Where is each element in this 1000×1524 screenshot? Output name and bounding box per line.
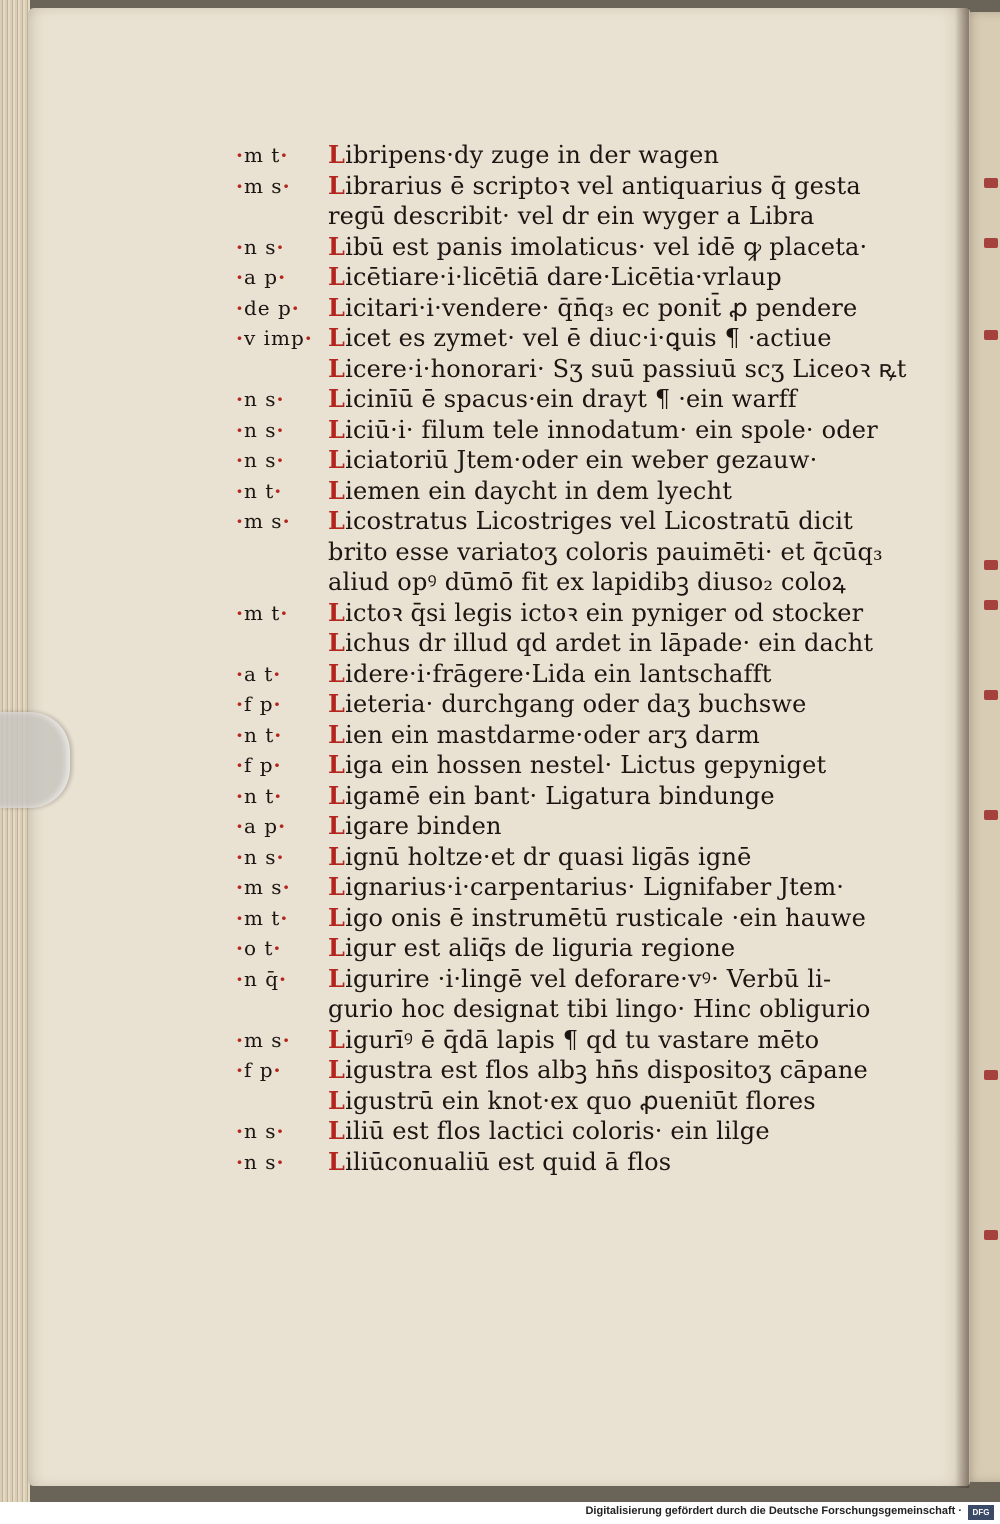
rubric-dot: · [276,234,285,259]
entry-text [328,720,760,751]
grammar-code-text: n s [243,844,277,869]
entry-body: ien ein mastdarme·oder arʒ darm [345,720,760,749]
grammar-code [236,140,326,171]
entry-text [328,384,797,415]
rubric-dot: · [282,1027,291,1052]
grammar-code [236,781,326,812]
entry-body: igur est aliq̄s de liguria regione [345,934,736,962]
entry-line [236,445,916,476]
rubric-dot: · [236,234,244,259]
rubric-dot: · [236,478,244,503]
rubric-dot: · [273,936,282,960]
entry-body: ibripens·dy zuge in der wagen [345,141,720,169]
entry-body: ichus dr illud qd ardet in lāpade· ein dacht [345,629,874,657]
grammar-code-text: m s [243,173,283,198]
entry-body: iliū est flos lactici coloris· ein lilge [345,1117,770,1145]
entry-body: igurire ·i·lingē vel deforare·vꝰ· Verbū li- [345,964,832,993]
grammar-code [236,1116,326,1147]
entry-body: ibū est panis imolaticus· vel idē ꝙ placeta· [345,232,868,261]
rubricated-initial: L [328,445,346,474]
grammar-code [236,659,326,690]
entry-text [328,476,732,507]
rubric-dot: · [236,295,244,320]
rubric-dot: · [276,844,285,869]
entry-text [328,1055,868,1086]
grammar-code-text: f p [243,1058,274,1082]
rubricated-initial: L [328,963,346,993]
rubricated-initial: L [328,353,346,383]
rubric-dot: · [236,722,244,747]
grammar-code-text: a p [243,265,279,289]
entry-body: ibrarius ē scriptoꝛ vel antiquarius q̄ gesta [345,171,861,200]
grammar-code-text: m t [243,905,281,930]
grammar-code-text: m t [243,143,281,167]
grammar-code-text: f p [243,753,274,777]
rubric-dot: · [276,448,285,472]
grammar-code [236,232,326,263]
rubric-dot: · [236,814,244,838]
grammar-code-text: m s [243,509,283,533]
rubricated-initial: L [328,1146,346,1176]
rubric-dot: · [279,966,287,991]
rubric-dot: · [280,143,289,167]
rubric-dot: · [273,661,282,686]
entry-line [236,1116,916,1147]
entry-line [236,1147,916,1178]
entry-text [328,140,719,171]
rubric-mark [984,1230,998,1240]
grammar-code-text: n s [243,1119,277,1143]
entry-body: igo onis ē instrumētū rusticale ·ein hauwe [345,903,867,932]
entry-body: ignū holtze·et dr quasi ligās ignē [345,842,752,871]
grammar-code [236,811,326,842]
entry-text [328,628,873,659]
entry-line [236,872,916,903]
entry-body: brito esse variatoʒ coloris pauimēti· et q̄cūq₃ [328,537,883,566]
grammar-code [236,262,326,293]
rubric-dot: · [236,1027,244,1052]
dictionary-text [236,140,916,1177]
rubric-dot: · [282,875,291,899]
entry-line [236,262,916,293]
entry-text [328,323,832,354]
entry-line [236,750,916,781]
rubric-dot: · [276,1119,285,1143]
rubricated-initial: L [328,506,346,535]
entry-text [328,262,782,293]
entry-line [236,293,916,324]
grammar-code-text: f p [243,692,274,716]
entry-body: iemen ein daycht in dem lyecht [345,476,733,505]
entry-line [236,415,916,446]
entry-text [328,750,826,781]
page-gutter-shadow [955,8,969,1488]
rubric-dot: · [236,173,244,198]
grammar-code-text: m s [243,875,283,899]
rubric-dot: · [236,844,244,869]
entry-line [236,842,916,873]
entry-body: icet es zymet· vel ē diuc·i·ꝗuis ¶ ·actiue [345,324,832,352]
page-clip [0,712,70,808]
rubric-dot: · [282,509,291,533]
rubricated-initial: L [328,597,346,627]
rubricated-initial: L [328,140,346,169]
entry-body: iciatoriū Jtem·oder ein weber gezauw· [345,446,818,474]
rubricated-initial: L [328,384,346,413]
entry-text [328,872,844,903]
entry-text [328,903,866,934]
rubricated-initial: L [328,902,346,932]
rubricated-initial: L [328,628,346,657]
rubric-dot: · [274,478,283,503]
rubric-dot: · [236,753,244,777]
entry-body: icitari·i·vendere· q̄n̄q₃ ec ponit̄ ꝓ pendere [345,293,858,322]
dfg-logo: DFG [968,1505,994,1520]
grammar-code-text: n s [243,387,277,411]
rubric-dot: · [236,661,244,686]
entry-line [236,903,916,934]
entry-line [236,933,916,964]
entry-text [328,933,735,964]
rubricated-initial: L [328,1024,346,1054]
grammar-code-text: n t [243,722,275,747]
entry-line [236,598,916,629]
grammar-code [236,598,326,629]
rubric-mark [984,810,998,820]
entry-text [328,781,775,812]
entry-line [236,537,916,568]
rubric-dot: · [274,722,283,747]
rubric-dot: · [280,905,289,930]
entry-text [328,598,863,629]
grammar-code [236,903,326,934]
grammar-code [236,171,326,202]
rubric-mark [984,238,998,248]
entry-line [236,1025,916,1056]
entry-text [328,567,846,598]
rubric-mark [984,600,998,610]
rubric-dot: · [280,600,289,625]
rubric-dot: · [236,1149,244,1174]
rubric-dot: · [236,265,244,289]
rubric-dot: · [273,1058,282,1082]
entry-text [328,1147,671,1178]
entry-line [236,140,916,171]
grammar-code-text: n s [243,417,277,442]
entry-body: ieteria· durchgang oder daʒ buchswe [345,690,807,718]
rubricated-initial: L [328,719,346,749]
entry-line [236,659,916,690]
entry-line [236,720,916,751]
entry-line [236,384,916,415]
entry-text [328,842,752,873]
rubric-dot: · [236,600,244,625]
rubric-dot: · [236,143,244,167]
grammar-code [236,689,326,720]
rubricated-initial: L [328,872,346,901]
entry-text [328,994,871,1025]
entry-line [236,1055,916,1086]
entry-body: aliud opꝰ dūmō fit ex lapidibꝫ diuso₂ coloꝝ [328,568,846,596]
grammar-code [236,293,326,324]
entry-line [236,811,916,842]
facing-page-rubrics [984,170,1000,1270]
entry-line [236,994,916,1025]
grammar-code [236,415,326,446]
grammar-code-text: o t [243,936,274,960]
rubricated-initial: L [328,262,346,291]
dfg-credit: Digitalisierung gefördert durch die Deutsche Forschungsgemeinschaft · [585,1505,962,1517]
rubric-dot: · [282,173,291,198]
grammar-code-text: a t [243,661,274,686]
grammar-code-text: n q̄ [243,966,280,991]
entry-body: igustra est flos albꝫ hn̄s dispositoʒ cāpane [345,1056,868,1084]
rubric-dot: · [236,875,244,899]
grammar-code [236,872,326,903]
grammar-code [236,964,326,995]
rubric-dot: · [278,265,287,289]
entry-body: ictoꝛ q̄si legis ictoꝛ ein pyniger od stocker [345,598,864,627]
rubric-mark [984,690,998,700]
grammar-code-text: v imp [243,326,305,350]
rubric-dot: · [276,417,285,442]
grammar-code [236,445,326,476]
entry-line [236,628,916,659]
rubric-dot: · [278,814,287,838]
entry-text [328,201,815,232]
rubric-dot: · [273,692,282,716]
entry-text [328,506,853,537]
grammar-code-text: n t [243,478,275,503]
rubricated-initial: L [328,658,346,688]
grammar-code [236,1025,326,1056]
rubricated-initial: L [328,689,346,718]
rubric-dot: · [236,509,244,533]
entry-body: ignarius·i·carpentarius· Lignifaber Jtem· [345,873,845,901]
grammar-code [236,842,326,873]
entry-line [236,1086,916,1117]
entry-text [328,689,807,720]
rubric-dot: · [236,936,244,960]
grammar-code-text: n t [243,783,275,808]
grammar-code-text: n s [243,448,277,472]
entry-text [328,811,502,842]
entry-body: icētiare·i·licētiā dare·Licētia·vrlaup [345,263,782,291]
rubric-dot: · [236,448,244,472]
entry-body: igustrū ein knot·ex quo ꝓueniūt flores [345,1086,816,1115]
rubricated-initial: L [328,414,346,444]
rubric-dot: · [276,1149,285,1174]
entry-line [236,964,916,995]
rubric-dot: · [236,1119,244,1143]
entry-text [328,354,907,385]
rubricated-initial: L [328,780,346,810]
grammar-code [236,1055,326,1086]
entry-text [328,415,878,446]
rubric-dot: · [236,692,244,716]
grammar-code [236,476,326,507]
entry-text [328,293,857,324]
grammar-code-text: a p [243,814,279,838]
rubric-dot: · [236,1058,244,1082]
rubric-mark [984,560,998,570]
entry-line [236,781,916,812]
grammar-code-text: m s [243,1027,283,1052]
grammar-code [236,384,326,415]
entry-line [236,354,916,385]
rubricated-initial: L [328,475,346,505]
entry-body: idere·i·frāgere·Lida ein lantschafft [345,659,772,688]
entry-line [236,171,916,202]
entry-body: igamē ein bant· Ligatura bindunge [345,781,775,810]
entry-line [236,232,916,263]
entry-body: icinīū ē spacus·ein drayt ¶ ·ein warff [345,385,797,413]
rubricated-initial: L [328,933,346,962]
entry-text [328,1086,816,1117]
rubricated-initial: L [328,1116,346,1145]
grammar-code [236,506,326,537]
grammar-code-text: de p [243,295,292,320]
rubric-dot: · [236,905,244,930]
rubricated-initial: L [328,231,346,261]
grammar-code [236,933,326,964]
rubric-dot: · [236,387,244,411]
grammar-code [236,323,326,354]
entry-body: iciū·i· filum tele innodatum· ein spole· oder [345,415,878,444]
rubric-dot: · [236,326,244,350]
rubricated-initial: L [328,1055,346,1084]
entry-text [328,964,831,995]
rubricated-initial: L [328,841,346,871]
entry-body: icostratus Licostriges vel Licostratū dicit [345,507,854,535]
grammar-code [236,750,326,781]
rubric-mark [984,330,998,340]
footer-bar [0,1502,1000,1524]
entry-body: icere·i·honorari· Sʒ suū passiuū scʒ Liceoꝛ ꝶt [345,354,907,383]
rubric-mark [984,178,998,188]
entry-line [236,476,916,507]
entry-body: igurīꝰ ē q̄dā lapis ¶ qd tu vastare mēto [345,1025,820,1054]
entry-text [328,537,883,568]
entry-line [236,506,916,537]
rubricated-initial: L [328,811,346,840]
entry-text [328,232,867,263]
entry-text [328,171,861,202]
entry-text [328,1116,770,1147]
rubric-dot: · [273,753,282,777]
entry-body: iga ein hossen nestel· Lictus gepyniget [345,751,827,779]
grammar-code-text: m t [243,600,281,625]
rubric-dot: · [304,326,313,350]
rubric-dot: · [274,783,283,808]
grammar-code [236,1147,326,1178]
entry-line [236,323,916,354]
entry-line [236,689,916,720]
rubricated-initial: L [328,170,346,200]
rubricated-initial: L [328,323,346,352]
entry-line [236,567,916,598]
entry-text [328,659,772,690]
entry-text [328,445,817,476]
rubric-dot: · [236,966,244,991]
rubric-dot: · [276,387,285,411]
entry-line [236,201,916,232]
entry-body: gurio hoc designat tibi lingo· Hinc obligurio [328,995,871,1023]
rubricated-initial: L [328,1085,346,1115]
rubric-mark [984,1070,998,1080]
entry-body: regū describit· vel dr ein wyger a Libra [328,202,815,230]
rubric-dot: · [291,295,300,320]
rubric-dot: · [236,417,244,442]
rubricated-initial: L [328,292,346,322]
grammar-code [236,720,326,751]
grammar-code-text: n s [243,1149,277,1174]
entry-body: igare binden [345,812,502,840]
rubricated-initial: L [328,750,346,779]
grammar-code-text: n s [243,234,277,259]
entry-text [328,1025,819,1056]
entry-body: iliūconualiū est quid ā flos [345,1147,672,1176]
rubric-dot: · [236,783,244,808]
